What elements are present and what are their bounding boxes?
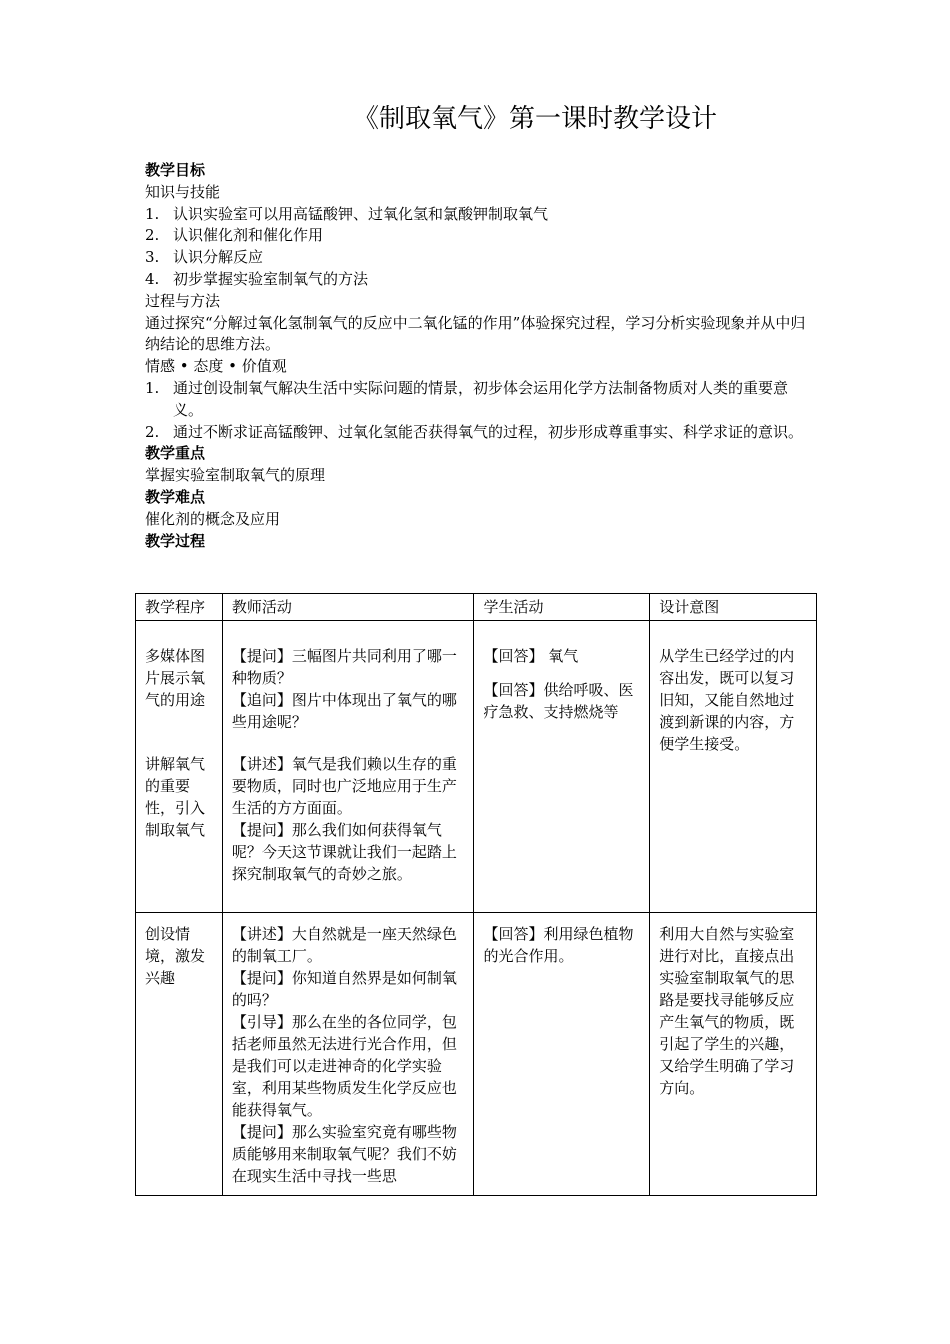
document-body (145, 160, 817, 552)
objectives-heading: 教学目标 (145, 161, 206, 179)
header-student: 学生活动 (474, 594, 650, 621)
page-title: 《制取氧气》第一课时教学设计 (352, 104, 717, 134)
process-heading: 过程与方法 (145, 291, 221, 310)
teacher-cell: 【提问】三幅图片共同利用了哪一种物质？ 【追问】图片中体现出了氧气的哪些用途呢？ 【讲述】氧气是我们赖以生存的重要物质，同时也广泛地应用于生产生活的方方面面。 【提问】那么我们如何获得氧气呢？今天这节课就让我们一起踏上探究制取氧气的奇妙之旅。 (222, 621, 474, 913)
knowledge-item: 1. 认识实验室可以用高锰酸钾、过氧化氢和氯酸钾制取氧气 (145, 204, 549, 223)
difficulty-heading: 教学难点 (145, 487, 206, 506)
teacher-cell: 【讲述】大自然就是一座天然绿色的制氧工厂。 【提问】你知道自然界是如何制氧的吗？ 【引导】那么在坐的各位同学，包括老师虽然无法进行光合作用，但是我们可以走进神奇的化学实验室，利用某些物质发生化学反应也能获得氧气。 【提问】那么实验室究竟有哪些物质能够用来制取氧气呢？我们不妨在现实生活中寻找一些思 (222, 913, 474, 1196)
key-heading: 教学重点 (145, 444, 206, 463)
procedure-heading: 教学过程 (145, 531, 206, 550)
header-teacher: 教师活动 (222, 594, 474, 621)
emotion-heading: 情感 • 态度 • 价值观 (145, 357, 287, 376)
student-cell: 【回答】利用绿色植物的光合作用。 (474, 913, 650, 1196)
student-cell: 【回答】 氧气 【回答】供给呼吸、医疗急救、支持燃烧等 (474, 621, 650, 913)
key-text: 掌握实验室制取氧气的原理 (145, 466, 326, 485)
emotion-item: 2. 通过不断求证高锰酸钾、过氧化氢能否获得氧气的过程，初步形成尊重事实、科学求证的意识。 (145, 422, 804, 441)
program-cell: 创设情境，激发兴趣 (136, 913, 223, 1196)
difficulty-text: 催化剂的概念及应用 (145, 509, 281, 528)
program-cell: 多媒体图片展示氧气的用途 讲解氧气的重要性，引入制取氧气 (136, 621, 223, 913)
header-intent: 设计意图 (650, 594, 817, 621)
header-program: 教学程序 (136, 594, 223, 621)
knowledge-item: 3. 认识分解反应 (145, 248, 264, 267)
knowledge-item: 2. 认识催化剂和催化作用 (145, 226, 324, 245)
intent-cell: 利用大自然与实验室进行对比，直接点出实验室制取氧气的思路是要找寻能够反应产生氧气的物质，既引起了学生的兴趣，又给学生明确了学习方向。 (650, 913, 817, 1196)
emotion-item: 1. 通过创设制氧气解决生活中实际问题的情景，初步体会运用化学方法制备物质对人类的重要意义。 (145, 378, 789, 419)
table-row (136, 621, 817, 913)
intent-cell: 从学生已经学过的内容出发，既可以复习旧知，又能自然地过渡到新课的内容，方便学生接受。 (650, 621, 817, 913)
table-row (136, 913, 817, 1196)
table-header-row (136, 594, 817, 621)
procedure-table (135, 593, 817, 1196)
knowledge-heading: 知识与技能 (145, 182, 221, 201)
process-text: 通过探究“分解过氧化氢制氧气的反应中二氧化锰的作用”体验探究过程，学习分析实验现象并从中归纳结论的思维方法。 (145, 313, 806, 354)
knowledge-item: 4. 初步掌握实验室制氧气的方法 (145, 269, 369, 288)
